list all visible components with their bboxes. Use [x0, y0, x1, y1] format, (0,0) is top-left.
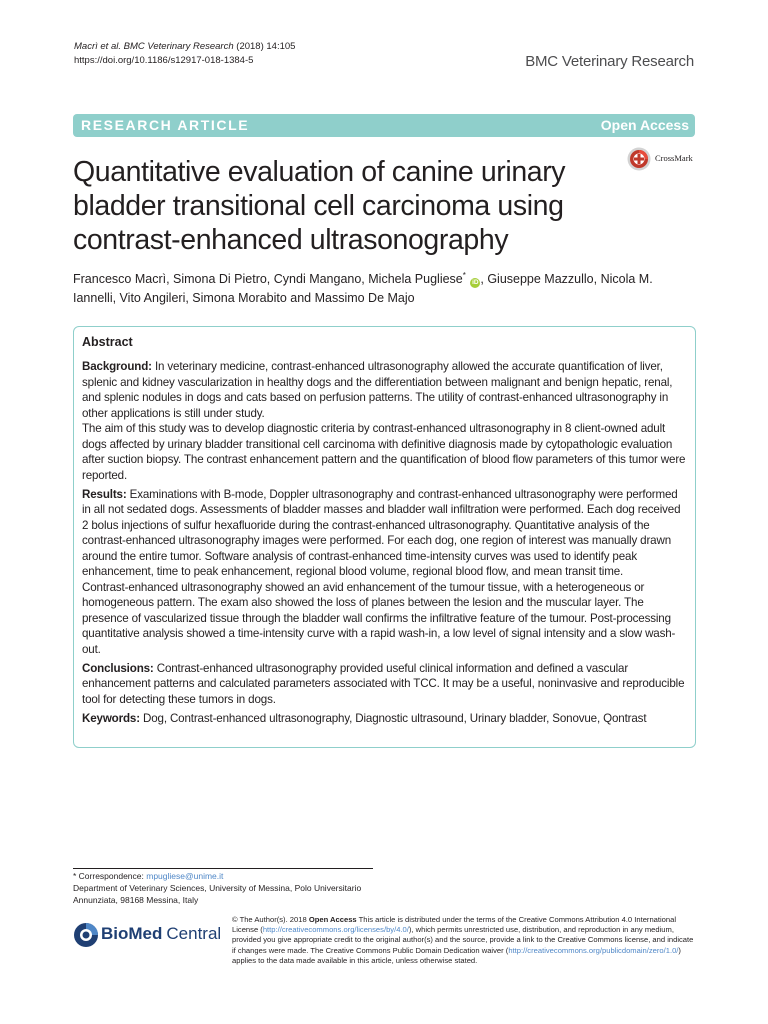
biomed-central-logo: [73, 918, 223, 954]
correspondence-footnote: [73, 870, 393, 906]
open-access-bold: Open Access: [308, 915, 357, 924]
correspondence-prefix: * Correspondence:: [73, 871, 147, 881]
biomed-central-icon: [73, 922, 99, 948]
journal-logo: BMC Veterinary Research: [525, 53, 694, 70]
authors-part1: Francesco Macrì, Simona Di Pietro, Cyndi Mangano, Michela Pugliese: [73, 272, 463, 287]
affiliation-line-2: Annunziata, 98168 Messina, Italy: [73, 895, 199, 905]
background-label: Background:: [82, 360, 152, 373]
results-text: Examinations with B-mode, Doppler ultrasonography and contrast-enhanced ultrasonography were performed in all not sedated dogs. Assessments of bladder masses and bladder wall infiltration were performed. Each dog received 2 bolus injections of sulfur hexafluoride during the contrast-enhanced ultrasonography. Quantitative analysis of the contrast-enhanced ultrasonography images were performed. For each dog, one region of interest was manually drawn around the entire tumor. Software analysis of contrast-enhanced time-intensity curves was used to identify peak enhancement, time to peak enhancement, regional blood volume, regional blood flow, and mean transit time.: [82, 487, 681, 578]
central-wordmark-light: Central: [166, 924, 222, 943]
public-domain-url-link[interactable]: http://creativecommons.org/publicdomain/zero/1.0/: [508, 945, 679, 955]
corresponding-mark: *: [462, 271, 466, 280]
biomed-central-wordmark: [101, 924, 221, 944]
affiliation-line-1: Department of Veterinary Sciences, University of Messina, Polo Universitario: [73, 883, 362, 893]
abstract-box: [73, 326, 696, 748]
article-type-label: RESEARCH ARTICLE: [81, 117, 250, 133]
abstract-results: [82, 487, 686, 580]
background-text: In veterinary medicine, contrast-enhanced ultrasonography allowed the accurate quantification of liver, splenic and kidney vascularization in healthy dogs and the differentiation between malignant and benign hepatic, renal, and splenic nodules in dogs and cats based on perfusion patterns. The utility of contrast-enhanced ultrasonography in other applications is still under study.: [82, 360, 673, 420]
authors-part2: , Giuseppe Mazzullo, Nicola M. Iannelli, Vito Angileri, Simona Morabito and Massimo De Majo: [73, 272, 653, 306]
citation-header: [74, 40, 295, 67]
conclusions-text: Contrast-enhanced ultrasonography provided useful clinical information and defined a vascular enhancement patterns and calculated parameters associated with TCC. It may be a useful, noninvasive and reproducible tool for detecting these tumors in dogs.: [82, 661, 685, 706]
keywords-text: Dog, Contrast-enhanced ultrasonography, Diagnostic ultrasound, Urinary bladder, Sonovue, Qontrast: [143, 711, 647, 725]
results-label: Results:: [82, 487, 127, 501]
footnote-rule: [73, 868, 373, 869]
abstract-background-aim: The aim of this study was to develop diagnostic criteria by contrast-enhanced ultrasonography in 8 client-owned adult dogs affected by urinary bladder transitional cell carcinoma with definitive diagnosis made by cytopathologic evaluation after suction biopsy. The contrast enhancement pattern and the quantification of blood flow parameters of this tumor were reported.: [82, 422, 686, 482]
correspondence-email-link[interactable]: mpugliese@unime.it: [146, 871, 224, 881]
license-statement: [232, 915, 697, 966]
crossmark-badge[interactable]: [627, 147, 703, 171]
correspondence-line: [73, 870, 393, 882]
license-url-link[interactable]: http://creativecommons.org/licenses/by/4.0/: [262, 925, 409, 935]
biomed-wordmark-bold: BioMed: [101, 924, 163, 943]
crossmark-label: CrossMark: [655, 153, 693, 163]
abstract-results-cont: Contrast-enhanced ultrasonography showed an avid enhancement of the tumour tissue, with a heterogeneous or homogeneous pattern. The exam also showed the loss of planes between the lesion and the muscular layer. The presence of vascularized tissue through the bladder wall confirms the infiltrative feature of the tumour. Post-processing quantitative analysis showed a time-intensity curve with a rapid wash-in, a low level of signal intensity and a slow wash-out.: [82, 580, 676, 656]
abstract-background: [82, 359, 686, 421]
keywords-label: Keywords:: [82, 711, 140, 725]
crossmark-icon: [627, 147, 651, 171]
license-text-3: ) applies to the data made available in this article, unless otherwise stated.: [232, 945, 681, 965]
article-type-banner: [73, 114, 695, 137]
author-list: [73, 266, 698, 308]
citation-journal: BMC Veterinary Research: [123, 41, 234, 52]
open-access-label: Open Access: [600, 117, 689, 133]
conclusions-label: Conclusions:: [82, 661, 154, 675]
abstract-keywords: [82, 711, 686, 727]
license-text-1: This article is distributed under the terms of the Creative Commons Attribution 4.0 International License (: [232, 915, 677, 935]
doi-link[interactable]: https://doi.org/10.1186/s12917-018-1384-5: [74, 54, 254, 66]
citation-line: [74, 40, 295, 54]
citation-year-pages: (2018) 14:105: [236, 41, 296, 52]
license-text-2: ), which permits unrestricted use, distribution, and reproduction in any medium, provided you give appropriate credit to the original author(s) and the source, provide a link to the Creative Commons license, and indicate if changes were made. The Creative Commons Public Domain Dedication waiver (: [232, 925, 694, 955]
article-title: Quantitative evaluation of canine urinary bladder transitional cell carcinoma using contrast-enhanced ultrasonography: [73, 156, 566, 256]
orcid-icon[interactable]: iD: [472, 279, 479, 287]
abstract-heading: Abstract: [82, 335, 133, 349]
abstract-conclusions: [82, 661, 686, 708]
abstract-body: [82, 359, 686, 726]
citation-authors: Macrì et al.: [74, 41, 121, 52]
copyright-text: © The Author(s). 2018: [232, 915, 307, 924]
